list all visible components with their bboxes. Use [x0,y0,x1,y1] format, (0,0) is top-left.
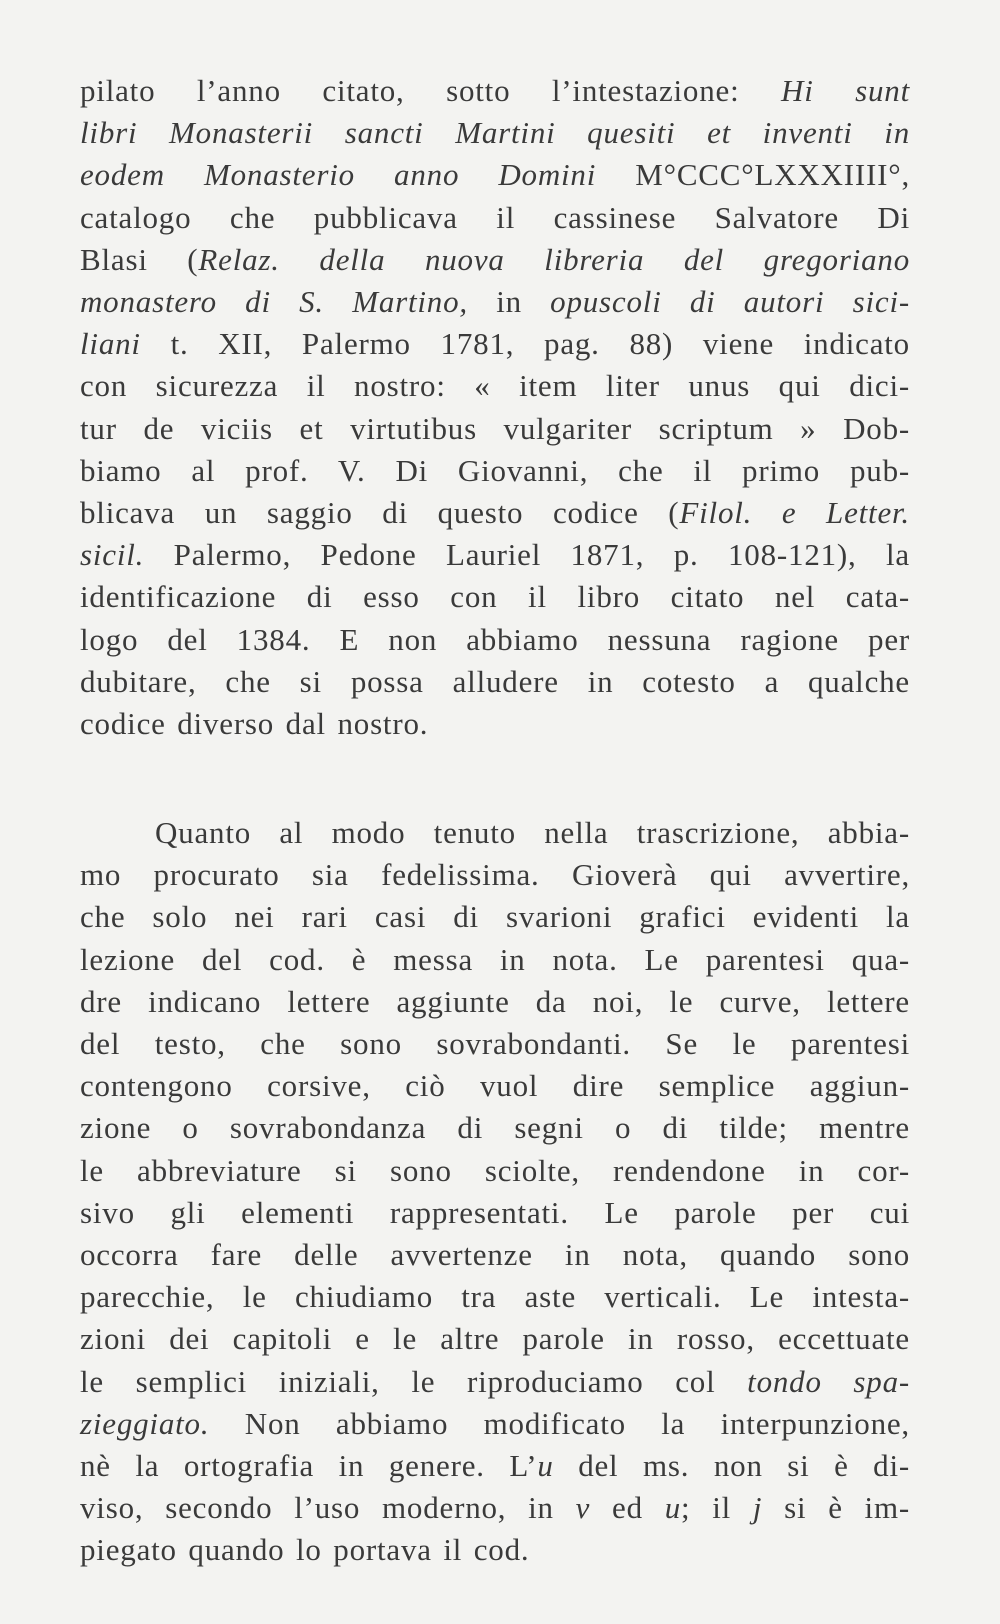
italic-run: tondo spa- [747,1363,910,1399]
text-line [80,661,910,703]
text-run: zione o sovrabondanza di segni o di tilde; mentre [80,1110,910,1146]
text-line [80,1234,910,1276]
text-run: codice diverso dal nostro. [80,706,429,742]
italic-run: monastero di S. Martino, [80,284,468,320]
text-line [80,1487,910,1529]
text-run: nè la ortografia in genere. L’ [80,1448,538,1484]
text-line [80,365,910,407]
text-run: con sicurezza il nostro: « item liter unus qui dici- [80,368,910,404]
text-run: parecchie, le chiudiamo tra aste verticali. Le intesta- [80,1279,910,1315]
italic-run: Hi sunt [781,73,910,108]
text-run: identificazione di esso con il libro citato nel cata- [80,579,910,615]
text-line [80,70,910,112]
text-line [80,619,910,661]
italic-run: u [664,1490,682,1526]
italic-run: eodem Monasterio anno Domini [80,157,597,193]
text-line [80,939,910,981]
text-line [80,323,910,365]
text-run: blicava un saggio di questo codice ( [80,495,680,531]
text-line [80,1065,910,1107]
text-line [80,1023,910,1065]
text-line [80,1361,910,1403]
text-run: contengono corsive, ciò vuol dire semplice aggiun- [80,1068,910,1104]
text-line [80,1403,910,1445]
text-line [80,112,910,154]
text-line [80,154,910,196]
text-line [80,854,910,896]
text-line [80,492,910,534]
text-line [80,1529,910,1571]
italic-run: Relaz. della nuova libreria del gregoriano [198,241,910,277]
italic-run: u [537,1448,554,1484]
text-line [80,239,910,281]
text-run: biamo al prof. V. Di Giovanni, che il primo pub- [80,452,910,488]
text-line [80,1318,910,1360]
italic-run: libri Monasterii sancti Martini quesiti et inventi in [80,115,910,151]
text-line [80,703,910,745]
text-run: che solo nei rari casi di svarioni grafici evidenti la [80,899,910,935]
text-line [80,281,910,323]
italic-run: sicil. [80,537,145,573]
text-run: t. XII, Palermo 1781, pag. 88) viene indicato [170,326,910,362]
text-run: Non abbiamo modificato la interpunzione, [244,1405,910,1441]
text-run: Palermo, Pedone Lauriel 1871, p. 108-121), la [173,537,910,573]
text-line [80,981,910,1023]
italic-run: j [752,1490,763,1526]
text-line [80,1192,910,1234]
italic-run: Filol. e Letter. [679,495,910,531]
text-run: pilato l’anno citato, sotto l’intestazione: [80,73,740,108]
paragraph-catalog-note [80,70,910,745]
italic-run: v [575,1490,591,1526]
text-run: del testo, che sono sovrabondanti. Se le parentesi [80,1026,910,1062]
italic-run: zieggiato. [80,1405,210,1441]
text-run: sivo gli elementi rappresentati. Le parole per cui [80,1194,910,1230]
text-line [80,576,910,618]
text-run: Quanto al modo tenuto nella trascrizione, abbia- [155,815,910,850]
text-run: M°CCC°LXXXIIII°, [635,157,910,193]
text-run: le abbreviature si sono sciolte, rendendone in cor- [80,1152,910,1188]
paragraph-transcription-method [80,812,910,1572]
text-run: ed [612,1490,643,1526]
text-run: del ms. non si è di- [578,1448,910,1484]
text-run: dubitare, che si possa alludere in cotesto a qualche [80,663,910,699]
text-line [80,1107,910,1149]
text-line [80,197,910,239]
text-run: viso, secondo l’uso moderno, in [80,1490,554,1526]
text-run: catalogo che pubblicava il cassinese Salvatore Di [80,199,910,235]
text-run: tur de viciis et virtutibus vulgariter scriptum » Dob- [80,410,910,446]
text-run: logo del 1384. E non abbiamo nessuna ragione per [80,621,910,657]
text-line [80,896,910,938]
text-run: ; il [681,1490,732,1526]
text-run: si è im- [784,1490,911,1526]
text-line [80,408,910,450]
text-run: mo procurato sia fedelissima. Gioverà qui avvertire, [80,857,910,893]
italic-run: liani [80,326,141,362]
text-line [80,1445,910,1487]
text-line [80,1150,910,1192]
text-run: le semplici iniziali, le riproduciamo col [80,1363,716,1399]
text-run: Blasi ( [80,241,199,277]
text-line [80,812,910,854]
text-line [80,450,910,492]
text-run: lezione del cod. è messa in nota. Le parentesi qua- [80,941,910,977]
text-run: dre indicano lettere aggiunte da noi, le curve, lettere [80,983,910,1019]
italic-run: opuscoli di autori sici- [550,284,910,320]
text-run: in [496,284,522,320]
text-line [80,1276,910,1318]
text-run: zioni dei capitoli e le altre parole in rosso, eccettuate [80,1321,910,1357]
text-run: occorra fare delle avvertenze in nota, quando sono [80,1237,910,1273]
text-line [80,534,910,576]
text-run: piegato quando lo portava il cod. [80,1532,530,1568]
